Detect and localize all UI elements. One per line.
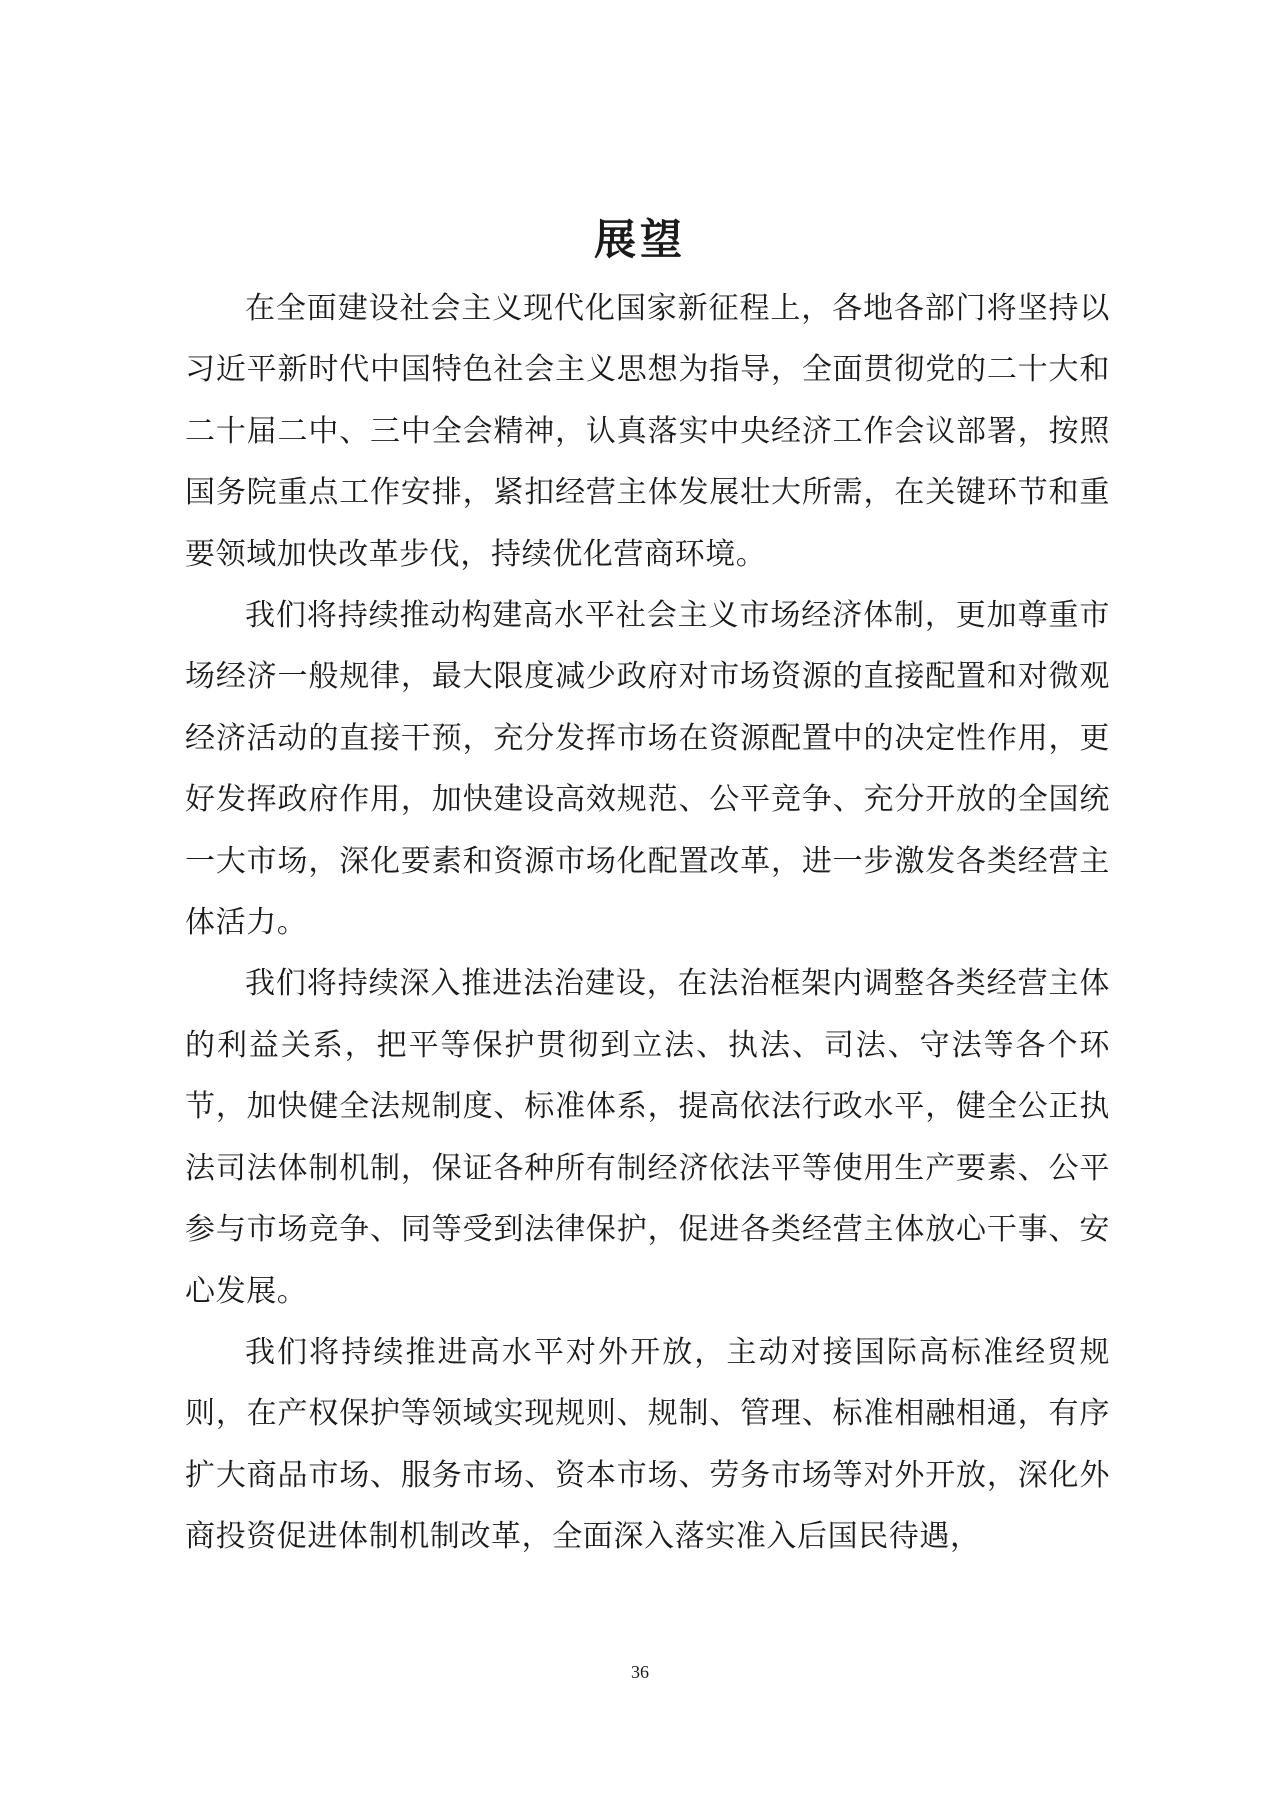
document-body: [185, 278, 1110, 1568]
paragraph-1: 在全面建设社会主义现代化国家新征程上，各地各部门将坚持以习近平新时代中国特色社会主义思想为指导，全面贯彻党的二十大和二十届二中、三中全会精神，认真落实中央经济工作会议部署，按照国务院重点工作安排，紧扣经营主体发展壮大所需，在关键环节和重要领域加快改革步伐，持续优化营商环境。: [185, 291, 1110, 572]
page-title: 展望: [593, 215, 686, 264]
paragraph-4: 我们将持续推进高水平对外开放，主动对接国际高标准经贸规则，在产权保护等领域实现规则、规制、管理、标准相融相通，有序扩大商品市场、服务市场、资本市场、劳务市场等对外开放，深化外商投资促进体制机制改革，全面深入落实准入后国民待遇，: [185, 1334, 1110, 1555]
paragraph-3: 我们将持续深入推进法治建设，在法治框架内调整各类经营主体的利益关系，把平等保护贯彻到立法、执法、司法、守法等各个环节，加快健全法规制度、标准体系，提高依法行政水平，健全公正执法司法体制机制，保证各种所有制经济依法平等使用生产要素、公平参与市场竞争、同等受到法律保护，促进各类经营主体放心干事、安心发展。: [185, 966, 1110, 1309]
page-number: 36: [631, 1662, 649, 1682]
paragraph-2: 我们将持续推动构建高水平社会主义市场经济体制，更加尊重市场经济一般规律，最大限度减少政府对市场资源的直接配置和对微观经济活动的直接干预，充分发挥市场在资源配置中的决定性作用，更好发挥政府作用，加快建设高效规范、公平竞争、充分开放的全国统一大市场，深化要素和资源市场化配置改革，进一步激发各类经营主体活力。: [185, 598, 1110, 941]
